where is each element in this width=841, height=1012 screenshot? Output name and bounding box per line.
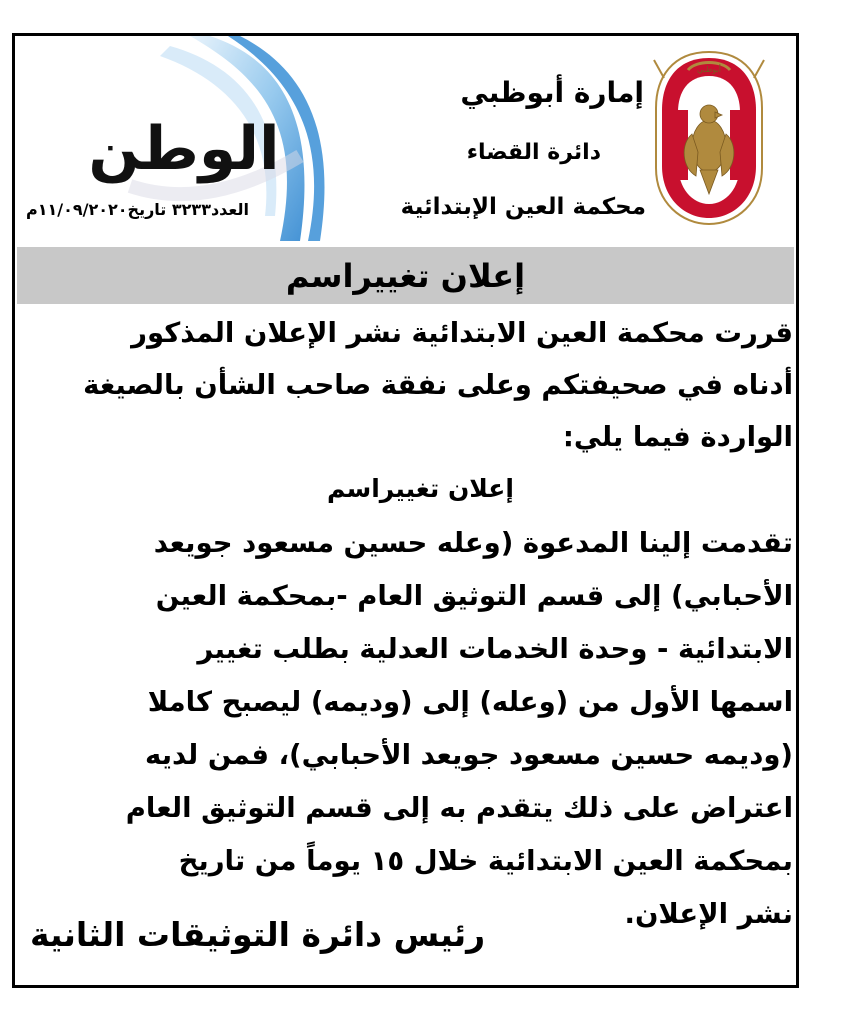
body-line: الابتدائية - وحدة الخدمات العدلية بطلب تغيير (197, 633, 793, 665)
newspaper-name: الوطن (88, 114, 280, 184)
body-line: اسمها الأول من (وعله) إلى (وديمه) ليصبح كاملا (147, 686, 793, 718)
emblem-text: أبوظبي (696, 65, 722, 74)
intro-line: أدناه في صحيفتكم وعلى نفقة صاحب الشأن بالصيغة (83, 369, 793, 401)
body-line: الأحبابي) إلى قسم التوثيق العام -بمحكمة العين (155, 580, 793, 612)
body-line: بمحكمة العين الابتدائية خلال ١٥ يوماً من تاريخ (178, 845, 793, 877)
notice-title: إعلان تغييراسم (285, 256, 526, 295)
notice-subtitle: إعلان تغييراسم (327, 474, 514, 503)
issue-number-date: العدد٣٢٣٣ تاريخ١١/٠٩/٢٠٢٠م (26, 200, 249, 219)
body-line: (وديمه حسين مسعود جويعد الأحبابي)، فمن لديه (145, 739, 793, 771)
court-name: محكمة العين الإبتدائية (400, 194, 646, 220)
intro-line: الواردة فيما يلي: (562, 421, 793, 453)
signature: رئيس دائرة التوثيقات الثانية (30, 915, 486, 954)
notice-title-bar (17, 247, 794, 304)
emirate-name: إمارة أبوظبي (460, 76, 644, 109)
body-line: تقدمت إلينا المدعوة (وعله حسين مسعود جويعد (153, 527, 793, 559)
department-name: دائرة القضاء (466, 140, 601, 165)
abu-dhabi-emblem (652, 48, 766, 228)
intro-line: قررت محكمة العين الابتدائية نشر الإعلان المذكور (131, 317, 793, 349)
body-line: اعتراض على ذلك يتقدم به إلى قسم التوثيق العام (125, 792, 793, 824)
body-line: نشر الإعلان. (624, 898, 793, 930)
